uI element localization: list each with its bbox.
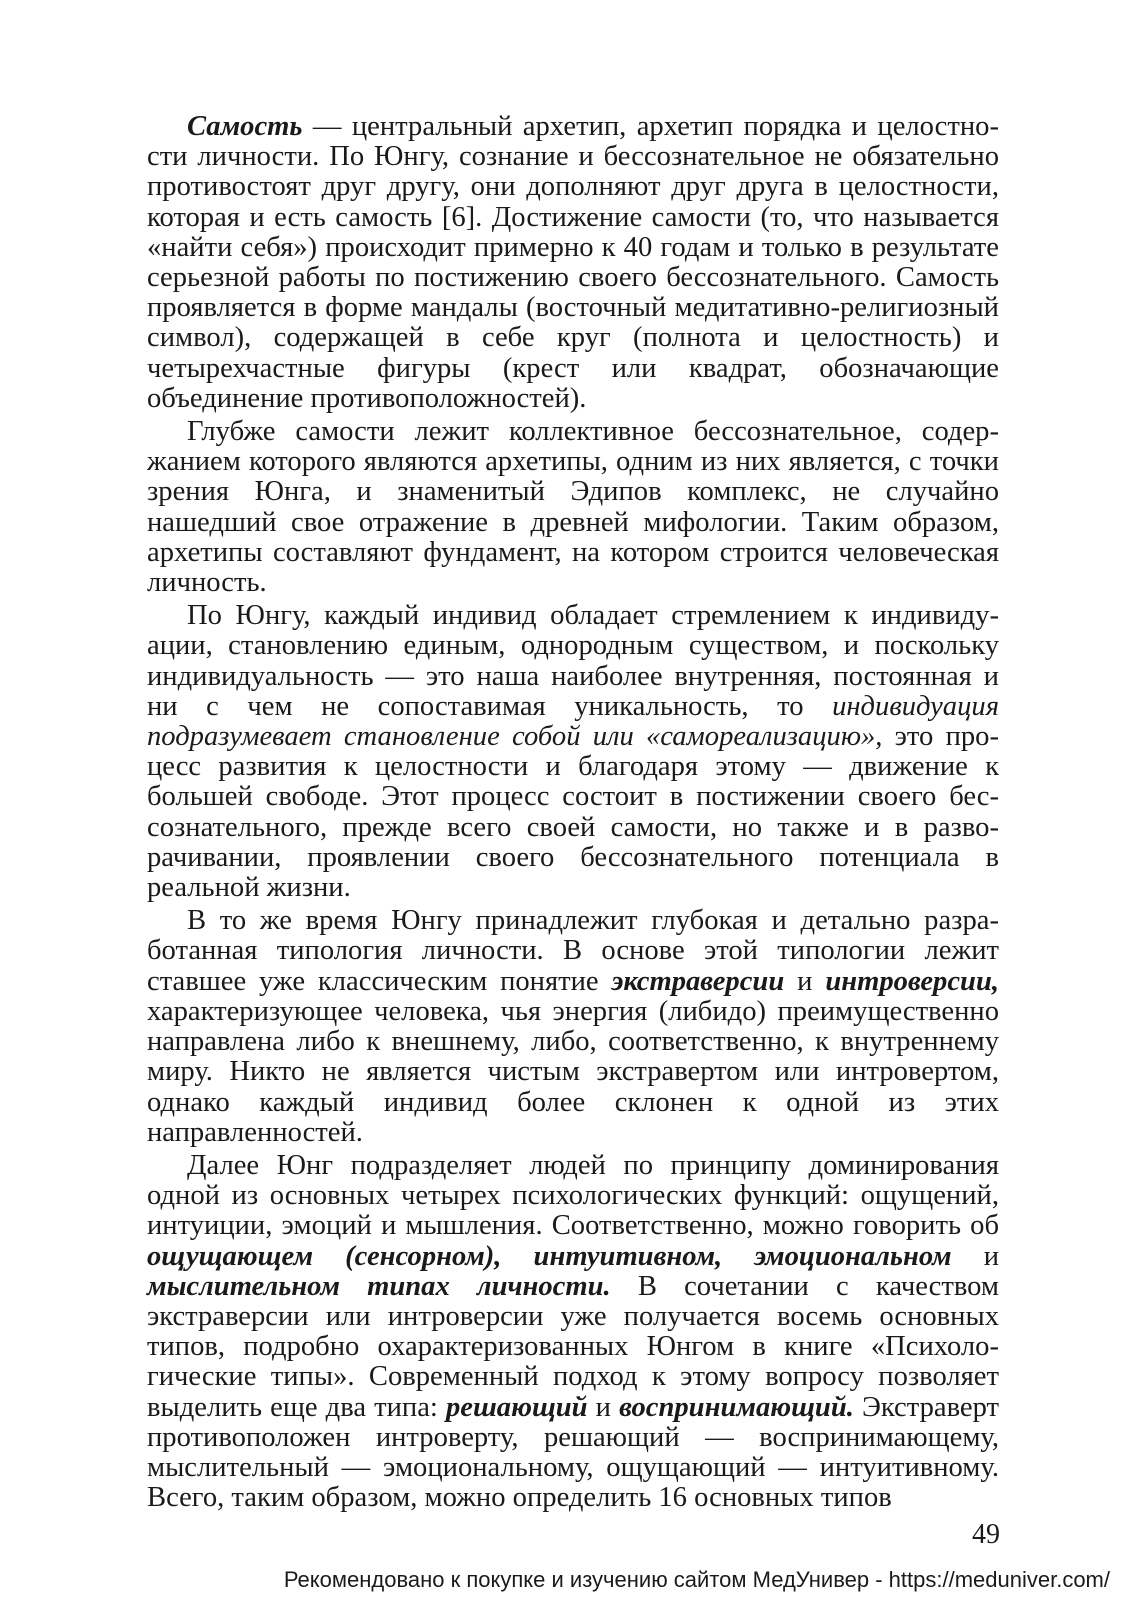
paragraph-typology — [147, 906, 999, 1148]
term-perceiving: воспринимающий. — [619, 1391, 854, 1423]
conjunction: и — [784, 965, 826, 997]
paragraph-typology-text-after: характеризующее человека, чья энергия (либидо) преимущественно направлена либо к внешнему, либо, соответственно, к внутреннему миру. Никто не является чистым экстравертом или интровертом, однако каждый индивид более склонен к одной из этих направленностей. — [147, 995, 999, 1148]
paragraph-individuation-text-after: это процесс развития к целостности и благодаря этому — движение к большей свободе. Этот процесс состоит в постижении своего бессознательного, прежде всего своей самости, но также и в разворачивании, проявлении своего бессознательного потенциала в реальной жизни. — [147, 721, 1000, 904]
paragraph-individuation-text-before: По Юнгу, каждый индивид обладает стремлением к индивидуации, становлению единым, однородным существом, и поскольку индивидуальность — это наша наиболее внутренняя, постоянная и ни с чем не сопоставимая уникальность, то — [147, 600, 999, 722]
paragraph-functions-text-3: Экстраверт противоположен интроверту, решающий — воспринимающему, мыслительный — эмоциональному, ощущающий — интуитивному. Всего, таким образом, можно определить 16 основных типов — [147, 1391, 1000, 1514]
footer-watermark: Рекомендовано к покупке и изучению сайтом МедУнивер - https://meduniver.com/ — [283, 1567, 1110, 1592]
paragraph-functions-text-1: Далее Юнг подразделяет людей по принципу доминирования одной из основных четырех психологических функций: ощущений, интуиции, эмоций и мышления. Соответственно, можно говорить об — [147, 1149, 999, 1242]
page-body — [147, 112, 999, 1516]
paragraph-individuation — [147, 601, 999, 903]
conjunction: и — [587, 1391, 620, 1423]
paragraph-functions-text-2: В сочетании с качеством экстраверсии или интроверсии уже получается восемь основных типов, подробно охарактеризованных Юнгом в книге «Психологические типы». Современный подход к этому вопросу позволяет выделить еще два типа: — [147, 1270, 999, 1423]
term-self: Самость — [187, 111, 303, 142]
term-function-types: ощущающем (сенсорном), интуитивном, эмоциональном — [147, 1240, 952, 1272]
term-extraversion: экстраверсии — [611, 965, 785, 997]
paragraph-functions — [147, 1151, 999, 1513]
paragraph-self-text: — центральный архетип, архетип порядка и целостности личности. По Юнгу, сознание и бессознательное не обязательно противостоят друг другу, они дополняют друг друга в целостности, которая и есть самость [6]. Достижение самости (то, что называется «найти себя») происходит примерно к 40 годам и только в результате серьезной работы по постижению своего бессознательного. Самость проявляется в форме мандалы (восточный медитативно-религиозный символ), содержащей в себе круг (полнота и целостность) и четырехчастные фигуры (крест или квадрат, обозначающие объединение противоположностей). — [147, 111, 999, 414]
term-introversion: интроверсии, — [825, 965, 999, 997]
term-thinking-type: мыслительном типах личности. — [147, 1270, 611, 1302]
paragraph-self — [147, 112, 999, 414]
individuation-definition: индивидуация подразумевает становление собой или «самореализацию», — [147, 690, 999, 753]
paragraph-collective-unconscious-text: Глубже самости лежит коллективное бессознательное, содержанием которого являются архетипы, одним из них является, с точки зрения Юнга, и знаменитый Эдипов комплекс, не случайно нашедший свое отражение в древней мифологии. Таким образом, архетипы составляют фундамент, на котором строится человеческая личность. — [147, 416, 999, 599]
paragraph-typology-text-before: В то же время Юнгу принадлежит глубокая и детально разработанная типология личности. В основе этой типологии лежит ставшее уже классическим понятие — [147, 905, 999, 997]
term-judging: решающий — [445, 1391, 588, 1423]
conjunction: и — [951, 1240, 1000, 1272]
paragraph-collective-unconscious — [147, 417, 999, 598]
page-number: 49 — [972, 1519, 1000, 1550]
